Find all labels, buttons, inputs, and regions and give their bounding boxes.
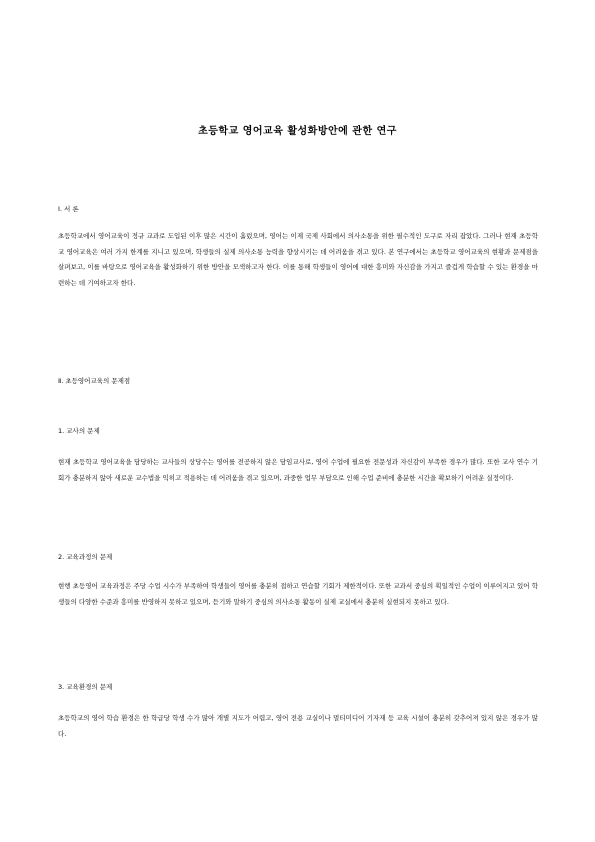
section-heading-teacher-problem: 1. 교사의 문제 [58,427,100,435]
paragraph-curriculum-problem: 현행 초등영어 교육과정은 주당 수업 시수가 부족하여 학생들이 영어를 충분히 접하고 연습할 기회가 제한적이다. 또한 교과서 중심의 획일적인 수업이 이루어지고 있어 학생들의 다양한 수준과 흥미를 반영하지 못하고 있으며, 듣기와 말하기 중심의 의사소통 활동이 실제 교실에서 충분히 실현되지 못하고 있다. [58,582,538,606]
section-heading-curriculum-problem: 2. 교육과정의 문제 [58,553,113,561]
section-heading-environment-problem: 3. 교육환경의 문제 [58,683,113,691]
paragraph-introduction: 초등학교에서 영어교육이 정규 교과로 도입된 이후 많은 시간이 흘렀으며, 영어는 이제 국제 사회에서 의사소통을 위한 필수적인 도구로 자리 잡았다. 그러나 현재 초등학교 영어교육은 여러 가지 한계를 지니고 있으며, 학생들의 실제 의사소통 능력을 향상시키는 데 어려움을 겪고 있다. 본 연구에서는 초등학교 영어교육의 현황과 문제점을 살펴보고, 이를 바탕으로 영어교육을 활성화하기 위한 방안을 모색하고자 한다. 이를 통해 학생들이 영어에 대한 흥미와 자신감을 가지고 즐겁게 학습할 수 있는 환경을 마련하는 데 기여하고자 한다. [58,232,538,287]
document-title: 초등학교 영어교육 활성화방안에 관한 연구 [198,126,397,137]
section-heading-problems: Ⅱ. 초등영어교육의 문제점 [58,377,131,385]
section-heading-introduction: Ⅰ. 서 론 [58,205,79,213]
paragraph-teacher-problem: 현재 초등학교 영어교육을 담당하는 교사들의 상당수는 영어를 전공하지 않은 담임교사로, 영어 수업에 필요한 전문성과 자신감이 부족한 경우가 많다. 또한 교사 연수 기회가 충분하지 않아 새로운 교수법을 익히고 적용하는 데 어려움을 겪고 있으며, 과중한 업무 부담으로 인해 수업 준비에 충분한 시간을 확보하기 어려운 실정이다. [58,458,538,482]
paragraph-environment-problem: 초등학교의 영어 학습 환경은 한 학급당 학생 수가 많아 개별 지도가 어렵고, 영어 전용 교실이나 멀티미디어 기자재 등 교육 시설이 충분히 갖추어져 있지 않은 경우가 많다. [58,714,538,738]
